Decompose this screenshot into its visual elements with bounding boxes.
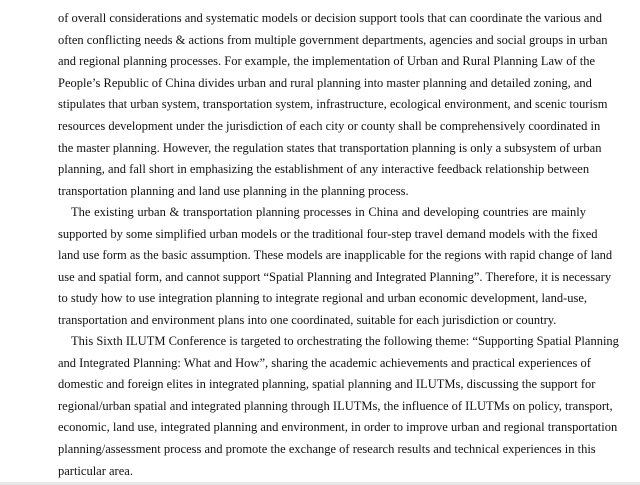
text-line: often conflicting needs & actions from multiple government departments, agencies and social groups in urban	[58, 32, 608, 47]
text-line: and regional planning processes. For example, the implementation of Urban and Rural Planning Law of the	[58, 54, 596, 69]
text-line: economic, land use, integrated planning and environment, in order to improve urban and regional transportation	[58, 420, 618, 435]
text-line: regional/urban spatial and integrated planning through ILUTMs, the influence of ILUTMs on policy, transport,	[58, 398, 613, 413]
text-line: People’s Republic of China divides urban and rural planning into master planning and detailed zoning, and	[58, 75, 592, 90]
text-line: transportation and environment plans into one coordinated, suitable for each jurisdiction or country.	[58, 312, 557, 327]
text-line: domestic and foreign elites in integrated planning, spatial planning and ILUTMs, discussing the support for	[58, 377, 596, 392]
paragraph-planning-context	[58, 8, 608, 202]
text-line: particular area.	[58, 463, 133, 478]
text-line: supported by some simplified urban models or the traditional four-step travel demand models with the fixed	[58, 226, 598, 241]
paragraph-existing-processes	[58, 202, 613, 332]
text-line: use and spatial form, and cannot support “Spatial Planning and Integrated Planning”. Therefore, it is necessary	[58, 269, 612, 284]
text-line: land use form as the basic assumption. These models are inapplicable for the regions with rapid change of land	[58, 248, 613, 263]
text-line: This Sixth ILUTM Conference is targeted to orchestrating the following theme: “Supporting Spatial Planning	[71, 334, 619, 348]
text-line: planning, and fall short in emphasizing the establishment of any interactive feedback relationship between	[58, 162, 590, 177]
text-line: planning/assessment process and promote the exchange of research results and technical experiences in this	[58, 441, 596, 456]
text-line: resources development under the jurisdiction of each city or county shall be comprehensively coordinated in	[58, 118, 601, 133]
text-line: and Integrated Planning: What and How”, sharing the academic achievements and practical experiences of	[58, 355, 591, 370]
paragraph-conference-theme	[58, 331, 619, 482]
text-line: of overall considerations and systematic models or decision support tools that can coordinate the various and	[58, 11, 602, 25]
text-line: The existing urban & transportation planning processes in China and developing countries are mainly	[71, 205, 586, 219]
text-line: to study how to use integration planning to integrate regional and urban economic development, land-use,	[58, 291, 588, 306]
text-line: transportation planning and land use planning in the planning process.	[58, 183, 409, 198]
text-line: stipulates that urban system, transportation system, infrastructure, ecological environment, and scenic tourism	[58, 97, 608, 112]
text-line: the master planning. However, the regulation states that transportation planning is only a subsystem of urban	[58, 140, 602, 155]
